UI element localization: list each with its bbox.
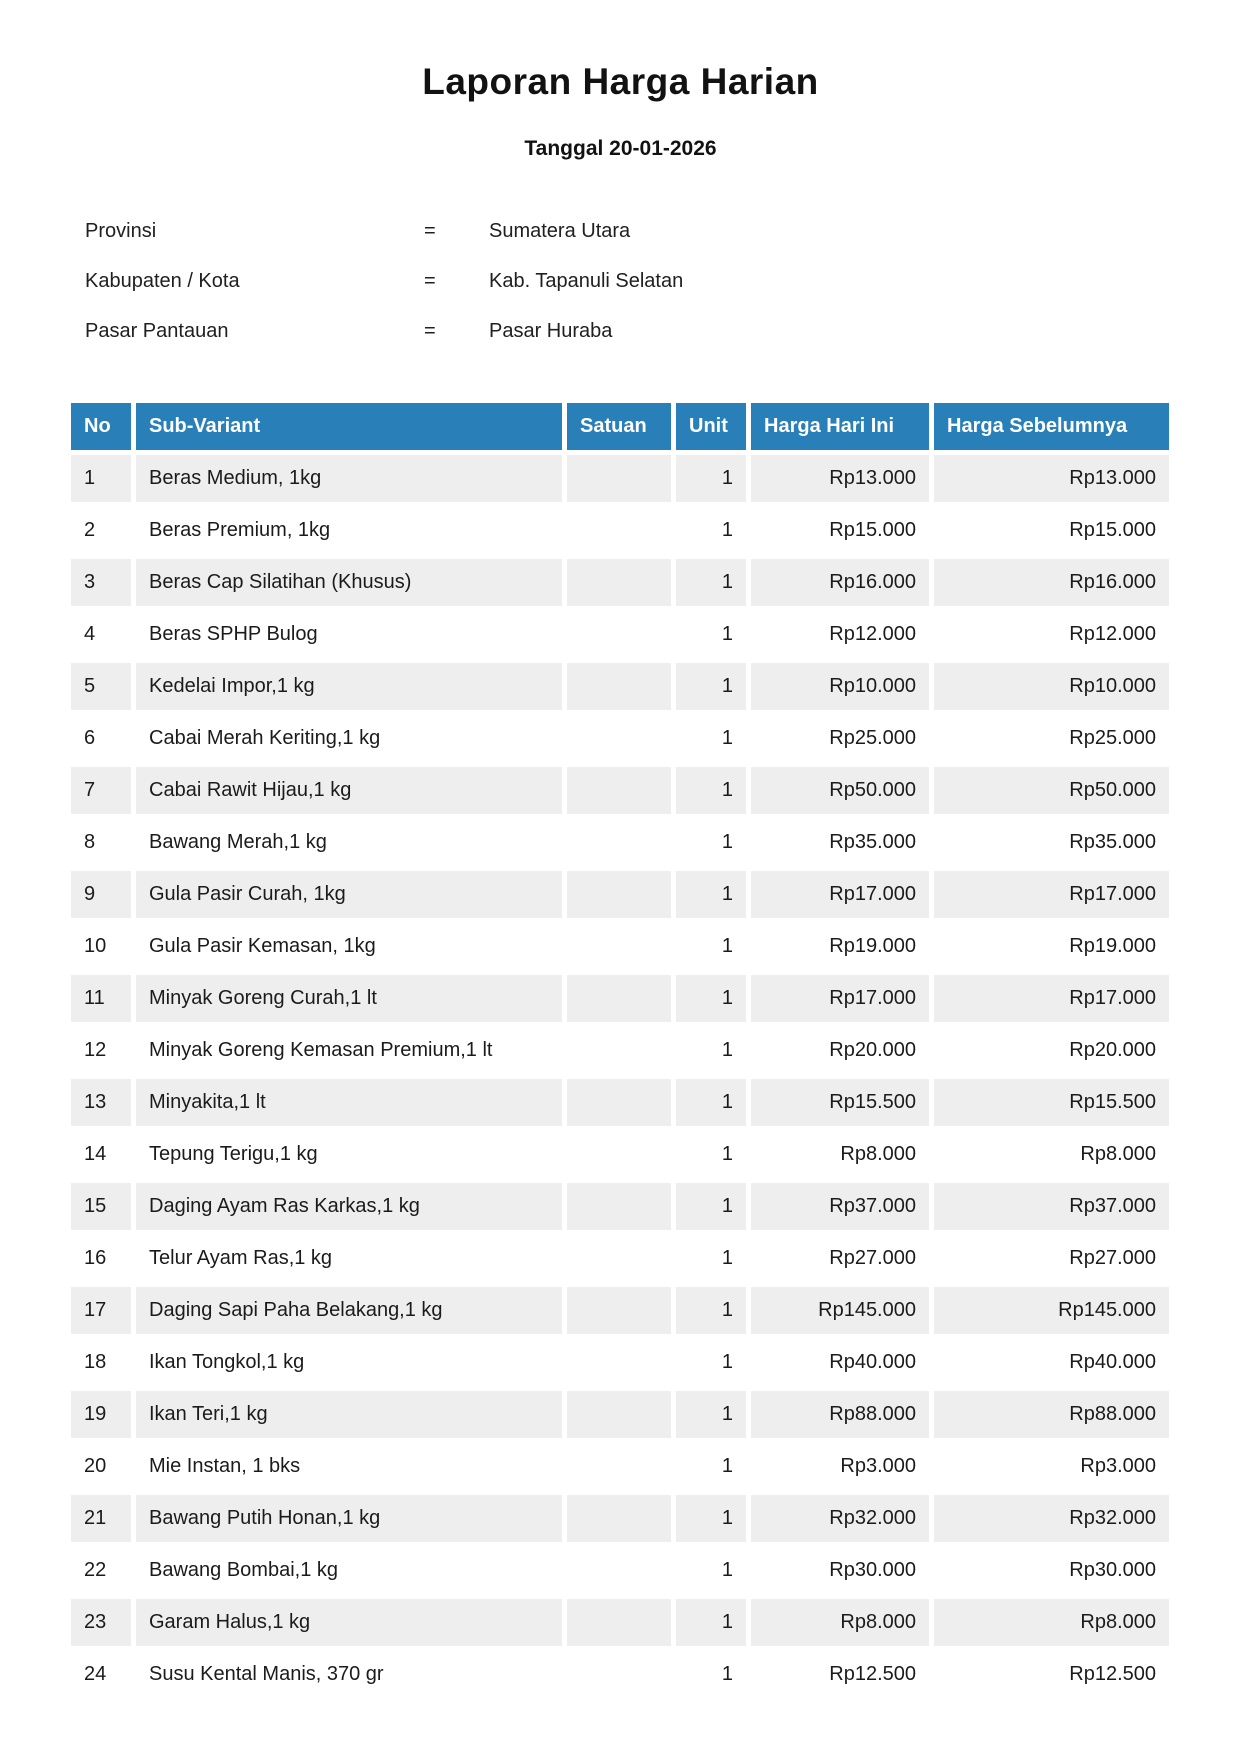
cell-satuan: [567, 819, 671, 866]
cell-unit: 1: [676, 819, 746, 866]
table-row: [71, 767, 1169, 814]
cell-harga-hari-ini: Rp8.000: [751, 1599, 929, 1646]
meta-row: [85, 269, 683, 319]
cell-sub-variant: Ikan Tongkol,1 kg: [136, 1339, 562, 1386]
cell-no: 19: [71, 1391, 131, 1438]
cell-harga-hari-ini: Rp10.000: [751, 663, 929, 710]
cell-sub-variant: Minyak Goreng Curah,1 lt: [136, 975, 562, 1022]
cell-no: 12: [71, 1027, 131, 1074]
cell-unit: 1: [676, 871, 746, 918]
cell-harga-hari-ini: Rp12.000: [751, 611, 929, 658]
cell-no: 15: [71, 1183, 131, 1230]
price-table-header: [71, 403, 1169, 450]
cell-unit: 1: [676, 1079, 746, 1126]
cell-satuan: [567, 1495, 671, 1542]
cell-harga-hari-ini: Rp30.000: [751, 1547, 929, 1594]
cell-unit: 1: [676, 767, 746, 814]
cell-unit: 1: [676, 1287, 746, 1334]
header-harga-hari-ini: Harga Hari Ini: [751, 403, 929, 450]
cell-satuan: [567, 559, 671, 606]
cell-sub-variant: Daging Ayam Ras Karkas,1 kg: [136, 1183, 562, 1230]
cell-harga-sebelumnya: Rp50.000: [934, 767, 1169, 814]
cell-harga-sebelumnya: Rp8.000: [934, 1599, 1169, 1646]
header-satuan: Satuan: [567, 403, 671, 450]
cell-sub-variant: Garam Halus,1 kg: [136, 1599, 562, 1646]
cell-harga-sebelumnya: Rp3.000: [934, 1443, 1169, 1490]
cell-sub-variant: Beras Premium, 1kg: [136, 507, 562, 554]
meta-row: [85, 319, 683, 369]
cell-sub-variant: Telur Ayam Ras,1 kg: [136, 1235, 562, 1282]
cell-unit: 1: [676, 1495, 746, 1542]
page-subtitle: Tanggal 20-01-2026: [524, 137, 717, 160]
table-row: [71, 1443, 1169, 1490]
meta-value: Sumatera Utara: [489, 220, 631, 242]
cell-satuan: [567, 1131, 671, 1178]
cell-unit: 1: [676, 611, 746, 658]
cell-harga-sebelumnya: Rp145.000: [934, 1287, 1169, 1334]
cell-unit: 1: [676, 1547, 746, 1594]
cell-satuan: [567, 611, 671, 658]
cell-sub-variant: Tepung Terigu,1 kg: [136, 1131, 562, 1178]
meta-label: Kabupaten / Kota: [85, 270, 240, 292]
cell-unit: 1: [676, 455, 746, 502]
cell-sub-variant: Susu Kental Manis, 370 gr: [136, 1651, 562, 1698]
table-row: [71, 1235, 1169, 1282]
cell-harga-sebelumnya: Rp16.000: [934, 559, 1169, 606]
cell-unit: 1: [676, 559, 746, 606]
cell-harga-sebelumnya: Rp37.000: [934, 1183, 1169, 1230]
cell-satuan: [567, 663, 671, 710]
cell-unit: 1: [676, 1339, 746, 1386]
table-row: [71, 923, 1169, 970]
cell-satuan: [567, 923, 671, 970]
table-row: [71, 559, 1169, 606]
cell-harga-sebelumnya: Rp12.000: [934, 611, 1169, 658]
table-row: [71, 455, 1169, 502]
table-row: [71, 715, 1169, 762]
cell-harga-hari-ini: Rp40.000: [751, 1339, 929, 1386]
cell-harga-sebelumnya: Rp88.000: [934, 1391, 1169, 1438]
cell-no: 7: [71, 767, 131, 814]
cell-satuan: [567, 1599, 671, 1646]
meta-value: Kab. Tapanuli Selatan: [489, 270, 684, 292]
cell-sub-variant: Bawang Merah,1 kg: [136, 819, 562, 866]
cell-no: 11: [71, 975, 131, 1022]
cell-no: 18: [71, 1339, 131, 1386]
table-row: [71, 819, 1169, 866]
cell-satuan: [567, 871, 671, 918]
cell-harga-hari-ini: Rp16.000: [751, 559, 929, 606]
cell-unit: 1: [676, 1183, 746, 1230]
header-unit: Unit: [676, 403, 746, 450]
cell-harga-sebelumnya: Rp17.000: [934, 871, 1169, 918]
table-row: [71, 1651, 1169, 1698]
meta-row: [85, 219, 683, 269]
table-row: [71, 663, 1169, 710]
cell-sub-variant: Gula Pasir Curah, 1kg: [136, 871, 562, 918]
cell-harga-hari-ini: Rp15.500: [751, 1079, 929, 1126]
meta-value: Pasar Huraba: [489, 320, 613, 342]
cell-harga-sebelumnya: Rp19.000: [934, 923, 1169, 970]
cell-harga-hari-ini: Rp37.000: [751, 1183, 929, 1230]
table-row: [71, 871, 1169, 918]
price-table: [66, 398, 1174, 1703]
cell-harga-hari-ini: Rp15.000: [751, 507, 929, 554]
cell-no: 10: [71, 923, 131, 970]
cell-harga-hari-ini: Rp17.000: [751, 871, 929, 918]
header-no: No: [71, 403, 131, 450]
cell-sub-variant: Bawang Bombai,1 kg: [136, 1547, 562, 1594]
cell-unit: 1: [676, 1131, 746, 1178]
cell-harga-hari-ini: Rp20.000: [751, 1027, 929, 1074]
meta-label: Pasar Pantauan: [85, 320, 229, 342]
cell-harga-hari-ini: Rp17.000: [751, 975, 929, 1022]
cell-unit: 1: [676, 507, 746, 554]
cell-satuan: [567, 1079, 671, 1126]
cell-harga-sebelumnya: Rp8.000: [934, 1131, 1169, 1178]
table-row: [71, 1079, 1169, 1126]
cell-no: 17: [71, 1287, 131, 1334]
table-row: [71, 507, 1169, 554]
table-row: [71, 611, 1169, 658]
cell-sub-variant: Cabai Merah Keriting,1 kg: [136, 715, 562, 762]
cell-sub-variant: Beras Medium, 1kg: [136, 455, 562, 502]
cell-unit: 1: [676, 1391, 746, 1438]
cell-unit: 1: [676, 1235, 746, 1282]
table-row: [71, 1495, 1169, 1542]
cell-no: 14: [71, 1131, 131, 1178]
cell-sub-variant: Daging Sapi Paha Belakang,1 kg: [136, 1287, 562, 1334]
cell-no: 6: [71, 715, 131, 762]
table-row: [71, 1183, 1169, 1230]
cell-no: 1: [71, 455, 131, 502]
table-row: [71, 1547, 1169, 1594]
cell-harga-hari-ini: Rp3.000: [751, 1443, 929, 1490]
cell-harga-sebelumnya: Rp15.500: [934, 1079, 1169, 1126]
table-row: [71, 1131, 1169, 1178]
cell-sub-variant: Kedelai Impor,1 kg: [136, 663, 562, 710]
cell-harga-sebelumnya: Rp35.000: [934, 819, 1169, 866]
cell-harga-sebelumnya: Rp20.000: [934, 1027, 1169, 1074]
cell-harga-hari-ini: Rp25.000: [751, 715, 929, 762]
header-row: [71, 403, 1169, 450]
cell-sub-variant: Cabai Rawit Hijau,1 kg: [136, 767, 562, 814]
cell-satuan: [567, 1287, 671, 1334]
cell-harga-hari-ini: Rp35.000: [751, 819, 929, 866]
cell-satuan: [567, 1027, 671, 1074]
cell-harga-hari-ini: Rp50.000: [751, 767, 929, 814]
cell-harga-sebelumnya: Rp30.000: [934, 1547, 1169, 1594]
cell-sub-variant: Beras Cap Silatihan (Khusus): [136, 559, 562, 606]
cell-harga-hari-ini: Rp8.000: [751, 1131, 929, 1178]
cell-unit: 1: [676, 1027, 746, 1074]
cell-no: 5: [71, 663, 131, 710]
cell-no: 24: [71, 1651, 131, 1698]
cell-satuan: [567, 455, 671, 502]
cell-harga-sebelumnya: Rp32.000: [934, 1495, 1169, 1542]
cell-no: 8: [71, 819, 131, 866]
meta-equals-sign: =: [424, 270, 436, 292]
cell-harga-sebelumnya: Rp15.000: [934, 507, 1169, 554]
cell-harga-sebelumnya: Rp10.000: [934, 663, 1169, 710]
cell-no: 13: [71, 1079, 131, 1126]
cell-satuan: [567, 1391, 671, 1438]
cell-no: 20: [71, 1443, 131, 1490]
cell-satuan: [567, 975, 671, 1022]
cell-satuan: [567, 767, 671, 814]
cell-no: 21: [71, 1495, 131, 1542]
cell-harga-hari-ini: Rp27.000: [751, 1235, 929, 1282]
cell-sub-variant: Minyak Goreng Kemasan Premium,1 lt: [136, 1027, 562, 1074]
meta-label: Provinsi: [85, 220, 157, 242]
cell-satuan: [567, 1339, 671, 1386]
cell-harga-hari-ini: Rp88.000: [751, 1391, 929, 1438]
cell-satuan: [567, 1547, 671, 1594]
cell-unit: 1: [676, 663, 746, 710]
cell-sub-variant: Bawang Putih Honan,1 kg: [136, 1495, 562, 1542]
header-sub-variant: Sub-Variant: [136, 403, 562, 450]
table-row: [71, 1287, 1169, 1334]
cell-unit: 1: [676, 1443, 746, 1490]
cell-harga-hari-ini: Rp12.500: [751, 1651, 929, 1698]
cell-unit: 1: [676, 975, 746, 1022]
cell-sub-variant: Ikan Teri,1 kg: [136, 1391, 562, 1438]
price-table-body: [71, 455, 1169, 1698]
cell-sub-variant: Gula Pasir Kemasan, 1kg: [136, 923, 562, 970]
meta-section: [85, 219, 683, 369]
table-row: [71, 1599, 1169, 1646]
meta-equals-sign: =: [424, 220, 436, 242]
cell-no: 23: [71, 1599, 131, 1646]
cell-harga-hari-ini: Rp32.000: [751, 1495, 929, 1542]
cell-harga-hari-ini: Rp19.000: [751, 923, 929, 970]
cell-sub-variant: Mie Instan, 1 bks: [136, 1443, 562, 1490]
cell-harga-sebelumnya: Rp17.000: [934, 975, 1169, 1022]
cell-sub-variant: Minyakita,1 lt: [136, 1079, 562, 1126]
cell-satuan: [567, 1651, 671, 1698]
meta-equals-sign: =: [424, 320, 436, 342]
table-row: [71, 1027, 1169, 1074]
cell-unit: 1: [676, 715, 746, 762]
table-row: [71, 975, 1169, 1022]
cell-unit: 1: [676, 1599, 746, 1646]
cell-harga-sebelumnya: Rp12.500: [934, 1651, 1169, 1698]
table-row: [71, 1339, 1169, 1386]
cell-sub-variant: Beras SPHP Bulog: [136, 611, 562, 658]
cell-harga-sebelumnya: Rp27.000: [934, 1235, 1169, 1282]
header-harga-sebelumnya: Harga Sebelumnya: [934, 403, 1169, 450]
table-row: [71, 1391, 1169, 1438]
cell-satuan: [567, 1235, 671, 1282]
cell-harga-hari-ini: Rp145.000: [751, 1287, 929, 1334]
cell-no: 22: [71, 1547, 131, 1594]
cell-satuan: [567, 507, 671, 554]
cell-no: 9: [71, 871, 131, 918]
cell-satuan: [567, 1443, 671, 1490]
cell-satuan: [567, 715, 671, 762]
page-title: Laporan Harga Harian: [422, 61, 819, 102]
cell-harga-sebelumnya: Rp40.000: [934, 1339, 1169, 1386]
cell-harga-hari-ini: Rp13.000: [751, 455, 929, 502]
cell-unit: 1: [676, 923, 746, 970]
cell-satuan: [567, 1183, 671, 1230]
cell-no: 4: [71, 611, 131, 658]
cell-no: 3: [71, 559, 131, 606]
cell-unit: 1: [676, 1651, 746, 1698]
cell-no: 2: [71, 507, 131, 554]
cell-harga-sebelumnya: Rp13.000: [934, 455, 1169, 502]
cell-no: 16: [71, 1235, 131, 1282]
cell-harga-sebelumnya: Rp25.000: [934, 715, 1169, 762]
